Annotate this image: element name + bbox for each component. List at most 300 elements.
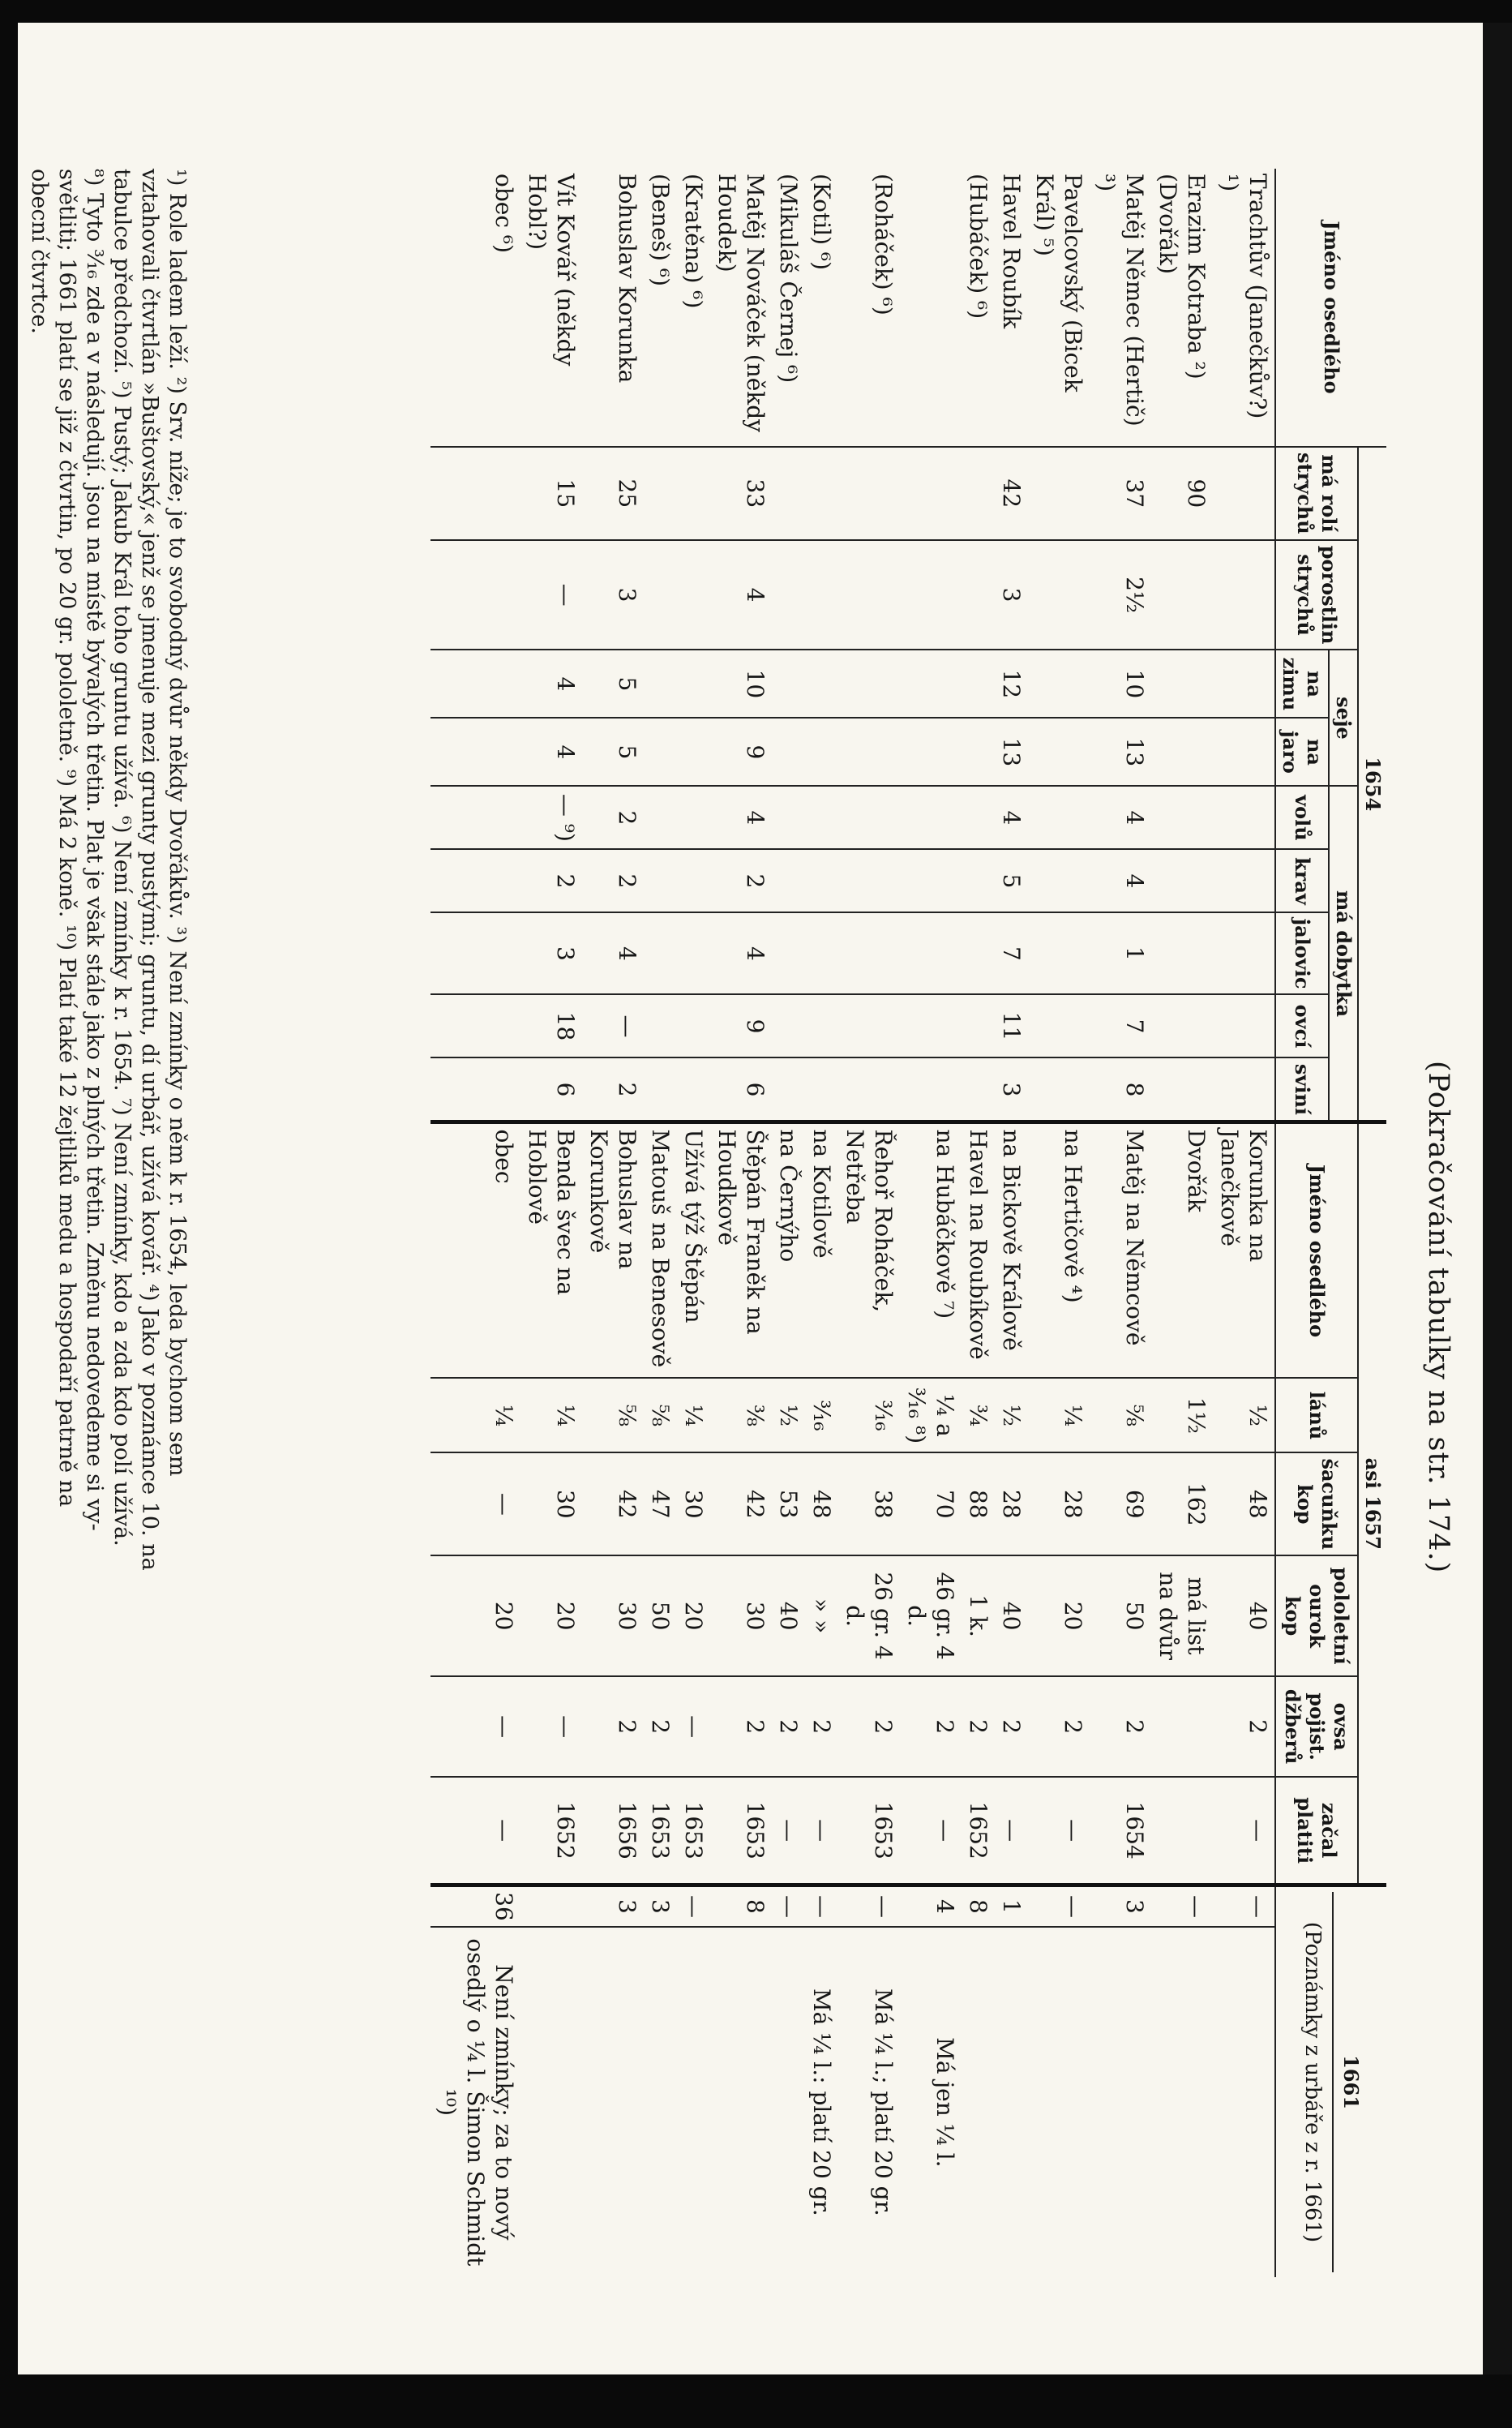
cell-roli bbox=[677, 447, 710, 540]
cell-volu: 4 bbox=[710, 786, 772, 849]
cell-na-zimu bbox=[644, 650, 677, 718]
cell-krav: 2 bbox=[710, 849, 772, 912]
cell-roli bbox=[1213, 447, 1275, 540]
cell-name bbox=[900, 169, 962, 447]
cell-na-zimu bbox=[900, 650, 962, 718]
cell-poznamky bbox=[582, 1927, 644, 2277]
cell-sacunku: 48 bbox=[1213, 1452, 1275, 1555]
footnote-line: vztahovali čtvrtlán »Buštovský,« jenž se jmenuje mezi grunty pustými; gruntu, dí urbář, užívá kovář. ⁴) Jako v poznámce 10. na bbox=[136, 169, 162, 1571]
cell-ovsa: 2 bbox=[772, 1676, 805, 1777]
cell-name-1657: na Hubáčkově ⁷) bbox=[900, 1122, 962, 1379]
cell-jalovic bbox=[1151, 912, 1213, 994]
cell-name: Matěj Nováček (někdy Houdek) bbox=[713, 174, 769, 432]
cell-svini bbox=[644, 1057, 677, 1122]
cell-jiter: 3 bbox=[1090, 1885, 1151, 1927]
table-row bbox=[962, 169, 995, 2277]
cell-ovsa: 2 bbox=[1028, 1676, 1090, 1777]
cell-ovsa: 2 bbox=[995, 1676, 1028, 1777]
cell-ovsa: 2 bbox=[644, 1676, 677, 1777]
table-row bbox=[677, 169, 710, 2277]
table-row bbox=[644, 169, 677, 2277]
cell-porostlin bbox=[805, 540, 838, 650]
cell-lanu: ¼ bbox=[1028, 1378, 1090, 1452]
cell-pololetni: 40 bbox=[995, 1555, 1028, 1676]
cell-jalovic bbox=[1028, 912, 1090, 994]
cell-porostlin bbox=[838, 540, 900, 650]
header-sacunku: šacuňku kop bbox=[1275, 1452, 1358, 1555]
cell-sacunku: — bbox=[430, 1452, 520, 1555]
cell-jiter: 8 bbox=[962, 1885, 995, 1927]
table-row bbox=[995, 169, 1028, 2277]
cell-svini bbox=[900, 1057, 962, 1122]
cell-krav bbox=[900, 849, 962, 912]
cell-roli bbox=[1028, 447, 1090, 540]
cell-jalovic bbox=[430, 912, 520, 994]
table-row bbox=[1090, 169, 1151, 2277]
cell-svini: 3 bbox=[995, 1057, 1028, 1122]
header-ma-roli: má rolí strychů bbox=[1275, 447, 1358, 540]
cell-poznamky bbox=[644, 1927, 677, 2277]
cell-svini bbox=[677, 1057, 710, 1122]
header-name-right: Jméno osedlého bbox=[1275, 1122, 1358, 1379]
cell-svini bbox=[1151, 1057, 1213, 1122]
cell-ovci bbox=[838, 994, 900, 1057]
cell-jiter: — bbox=[1151, 1885, 1213, 1927]
cell-volu bbox=[772, 786, 805, 849]
cell-volu bbox=[1028, 786, 1090, 849]
cell-na-jaro: 13 bbox=[1090, 718, 1151, 786]
cell-lanu: ½ bbox=[995, 1378, 1028, 1452]
cell-na-jaro bbox=[644, 718, 677, 786]
cell-sacunku: 53 bbox=[772, 1452, 805, 1555]
cell-jiter: 4 bbox=[900, 1885, 962, 1927]
cell-na-zimu bbox=[962, 650, 995, 718]
cell-poznamky bbox=[677, 1927, 710, 2277]
table-row bbox=[1151, 169, 1213, 2277]
cell-svini: 8 bbox=[1090, 1057, 1151, 1122]
cell-na-jaro bbox=[772, 718, 805, 786]
cell-ovci bbox=[1213, 994, 1275, 1057]
cell-pololetni: 30 bbox=[582, 1555, 644, 1676]
cell-name-1657: Dvořák bbox=[1151, 1122, 1213, 1379]
cell-jalovic bbox=[772, 912, 805, 994]
cell-jalovic bbox=[677, 912, 710, 994]
cell-jiter: — bbox=[772, 1885, 805, 1927]
cell-lanu: ½ bbox=[1213, 1378, 1275, 1452]
cell-krav bbox=[1151, 849, 1213, 912]
cell-volu bbox=[900, 786, 962, 849]
cell-roli: 33 bbox=[710, 447, 772, 540]
cell-sacunku: 48 bbox=[805, 1452, 838, 1555]
cell-na-jaro bbox=[1028, 718, 1090, 786]
cell-na-zimu bbox=[677, 650, 710, 718]
cell-poznamky: Má jen ¼ l. bbox=[900, 1927, 962, 2277]
table-row bbox=[772, 169, 805, 2277]
cell-poznamky bbox=[1090, 1927, 1151, 2277]
cell-ovci: 18 bbox=[520, 994, 582, 1057]
cell-name-1657: na Bickově Králově bbox=[995, 1122, 1028, 1379]
cell-roli: 42 bbox=[995, 447, 1028, 540]
cell-zacal: — bbox=[430, 1777, 520, 1885]
cell-na-jaro bbox=[805, 718, 838, 786]
cell-svini: 6 bbox=[520, 1057, 582, 1122]
scan-edge bbox=[1483, 23, 1512, 2374]
header-svini: sviní bbox=[1275, 1057, 1329, 1122]
cell-name-1657: Benda švec na Hoblově bbox=[520, 1122, 582, 1379]
header-year-1661 bbox=[1275, 1885, 1386, 2277]
cell-na-zimu: 12 bbox=[995, 650, 1028, 718]
cell-poznamky bbox=[995, 1927, 1028, 2277]
header-jalovic: jalovic bbox=[1275, 912, 1329, 994]
cell-ovsa bbox=[1151, 1676, 1213, 1777]
cell-roli bbox=[805, 447, 838, 540]
cell-name-1657: Matěj na Němcově bbox=[1090, 1122, 1151, 1379]
cell-volu: 4 bbox=[1090, 786, 1151, 849]
cell-jiter: 8 bbox=[710, 1885, 772, 1927]
cell-poznamky bbox=[1028, 1927, 1090, 2277]
cell-ovsa: 2 bbox=[900, 1676, 962, 1777]
cell-lanu: ³⁄₁₆ bbox=[838, 1378, 900, 1452]
cell-roli bbox=[430, 447, 520, 540]
continuation-caption: (Pokračování tabulky na str. 174.) bbox=[1422, 1061, 1454, 1574]
cell-name-1657: Bohuslav na Korunkově bbox=[582, 1122, 644, 1379]
cell-svini: 6 bbox=[710, 1057, 772, 1122]
cell-name-1657: Užívá týž Štěpán bbox=[677, 1122, 710, 1379]
cell-sacunku: 28 bbox=[995, 1452, 1028, 1555]
cell-jiter bbox=[520, 1885, 582, 1927]
cell-na-zimu: 4 bbox=[520, 650, 582, 718]
cell-roli bbox=[772, 447, 805, 540]
cell-porostlin bbox=[1028, 540, 1090, 650]
cell-name: (Kratěna) ⁶) bbox=[680, 174, 707, 309]
cell-ovsa: 2 bbox=[805, 1676, 838, 1777]
cell-poznamky bbox=[1213, 1927, 1275, 2277]
cell-name: Vít Kovář (někdy Hobl?) bbox=[524, 174, 579, 367]
cell-lanu: 1½ bbox=[1151, 1378, 1213, 1452]
cell-ovsa: 2 bbox=[1090, 1676, 1151, 1777]
cell-lanu: ¼ a ³⁄₁₆ ⁸) bbox=[900, 1378, 962, 1452]
cell-porostlin bbox=[1151, 540, 1213, 650]
cell-jiter: — bbox=[805, 1885, 838, 1927]
cell-name: obec ⁶) bbox=[490, 174, 517, 254]
cell-volu: — ⁹) bbox=[520, 786, 582, 849]
cell-ovsa: 2 bbox=[1213, 1676, 1275, 1777]
table-row bbox=[838, 169, 900, 2277]
cell-ovci: 11 bbox=[995, 994, 1028, 1057]
cell-ovci: 9 bbox=[710, 994, 772, 1057]
cell-svini bbox=[805, 1057, 838, 1122]
footnote-line: ¹) Role ladem leží. ²) Srv. níže; je to svobodný dvůr někdy Dvořákův. ³) Není zmínky o něm k r. 1654, leda bychom sem bbox=[165, 169, 190, 1477]
cell-na-jaro bbox=[838, 718, 900, 786]
cell-pololetni: 40 bbox=[1213, 1555, 1275, 1676]
cell-jiter: — bbox=[677, 1885, 710, 1927]
cell-name: Erazim Kotraba ²) (Dvořák) bbox=[1154, 174, 1210, 380]
cell-jiter: — bbox=[838, 1885, 900, 1927]
cell-porostlin bbox=[772, 540, 805, 650]
cell-porostlin: 4 bbox=[710, 540, 772, 650]
cell-porostlin bbox=[644, 540, 677, 650]
cell-name: (Hubáček) ⁶) bbox=[965, 174, 992, 320]
header-porostlin: porostlin strychů bbox=[1275, 540, 1358, 650]
rotated-page-content bbox=[18, 23, 1484, 2374]
cell-ovsa: 2 bbox=[710, 1676, 772, 1777]
cell-sacunku: 30 bbox=[520, 1452, 582, 1555]
cell-zacal: — bbox=[995, 1777, 1028, 1885]
cell-sacunku: 70 bbox=[900, 1452, 962, 1555]
cell-sacunku: 88 bbox=[962, 1452, 995, 1555]
footnotes bbox=[25, 169, 191, 2293]
cell-name-1657: na Hertičově ⁴) bbox=[1028, 1122, 1090, 1379]
header-na-zimu: na zimu bbox=[1275, 650, 1329, 718]
cell-roli: 37 bbox=[1090, 447, 1151, 540]
cell-na-jaro bbox=[1213, 718, 1275, 786]
cell-krav bbox=[805, 849, 838, 912]
cell-na-jaro: 4 bbox=[520, 718, 582, 786]
cell-pololetni: 50 bbox=[1090, 1555, 1151, 1676]
cell-porostlin: — bbox=[520, 540, 582, 650]
cell-na-zimu bbox=[772, 650, 805, 718]
cell-na-zimu bbox=[430, 650, 520, 718]
cell-svini bbox=[430, 1057, 520, 1122]
cell-lanu: ⅜ bbox=[710, 1378, 772, 1452]
cell-name-1657: na Černýho bbox=[772, 1122, 805, 1379]
cell-zacal: 1652 bbox=[520, 1777, 582, 1885]
cell-porostlin: 2½ bbox=[1090, 540, 1151, 650]
cell-roli bbox=[900, 447, 962, 540]
cell-lanu: ⅝ bbox=[1090, 1378, 1151, 1452]
header-seje: seje bbox=[1329, 650, 1358, 786]
cell-poznamky: Není zmínky; za to nový osedlý o ¼ l. Šimon Schmidt ¹⁰) bbox=[430, 1927, 520, 2277]
cell-ovsa: — bbox=[677, 1676, 710, 1777]
header-name-left: Jméno osedlého bbox=[1275, 169, 1386, 447]
cell-volu: 2 bbox=[582, 786, 644, 849]
cell-svini bbox=[962, 1057, 995, 1122]
table-body bbox=[430, 169, 1275, 2277]
cell-na-zimu bbox=[1151, 650, 1213, 718]
cell-volu bbox=[838, 786, 900, 849]
cell-na-zimu bbox=[1028, 650, 1090, 718]
cell-sacunku: 69 bbox=[1090, 1452, 1151, 1555]
cell-ovci: 7 bbox=[1090, 994, 1151, 1057]
cell-poznamky bbox=[1151, 1927, 1213, 2277]
cell-lanu: ³⁄₁₆ bbox=[805, 1378, 838, 1452]
header-ovci: ovcí bbox=[1275, 994, 1329, 1057]
cell-pololetni: 20 bbox=[520, 1555, 582, 1676]
cell-name-1657: Štěpán Franěk na Houdkově bbox=[710, 1122, 772, 1379]
cell-name-1657: Řehoř Roháček, Netřeba bbox=[838, 1122, 900, 1379]
table-row bbox=[900, 169, 962, 2277]
cell-na-jaro: 13 bbox=[995, 718, 1028, 786]
cell-krav: 2 bbox=[582, 849, 644, 912]
cell-jalovic bbox=[962, 912, 995, 994]
cell-krav bbox=[677, 849, 710, 912]
cell-na-jaro: 5 bbox=[582, 718, 644, 786]
cell-porostlin bbox=[900, 540, 962, 650]
cell-na-jaro bbox=[677, 718, 710, 786]
table-row bbox=[520, 169, 582, 2277]
table-row bbox=[1213, 169, 1275, 2277]
cell-ovsa: — bbox=[430, 1676, 520, 1777]
cell-ovci bbox=[1028, 994, 1090, 1057]
cell-name: Bohuslav Korunka bbox=[614, 174, 640, 384]
cell-pololetni: 50 bbox=[644, 1555, 677, 1676]
cell-lanu: ½ bbox=[772, 1378, 805, 1452]
cell-jiter: — bbox=[1028, 1885, 1090, 1927]
cell-svini bbox=[772, 1057, 805, 1122]
cell-roli bbox=[838, 447, 900, 540]
cell-zacal bbox=[1151, 1777, 1213, 1885]
cell-poznamky: Má ¼ l.: platí 20 gr. bbox=[805, 1927, 838, 2277]
cell-name-1657: na Kotilově bbox=[805, 1122, 838, 1379]
cell-poznamky bbox=[772, 1927, 805, 2277]
cell-zacal: — bbox=[1028, 1777, 1090, 1885]
cell-roli: 25 bbox=[582, 447, 644, 540]
cell-name: Havel Roubík bbox=[998, 174, 1025, 329]
cell-pololetni: 30 bbox=[710, 1555, 772, 1676]
cell-zacal: 1652 bbox=[962, 1777, 995, 1885]
cell-na-jaro bbox=[430, 718, 520, 786]
cell-volu: 4 bbox=[995, 786, 1028, 849]
cell-lanu: ¾ bbox=[962, 1378, 995, 1452]
table-row bbox=[1028, 169, 1090, 2277]
scanned-page bbox=[18, 23, 1484, 2374]
cell-krav: 5 bbox=[995, 849, 1028, 912]
cell-jalovic bbox=[900, 912, 962, 994]
cell-jalovic: 4 bbox=[582, 912, 644, 994]
cell-name-1657: Havel na Roubíkově bbox=[962, 1122, 995, 1379]
header-year-1654: 1654 bbox=[1358, 447, 1386, 1122]
cell-pololetni: » » bbox=[805, 1555, 838, 1676]
cell-ovci bbox=[430, 994, 520, 1057]
cell-jalovic bbox=[1213, 912, 1275, 994]
cell-zacal: — bbox=[772, 1777, 805, 1885]
footnote-line: tabulce předchozí. ⁵) Pustý; Jakub Král toho gruntu užívá. ⁶) Není zmínky k r. 1654. ⁷) Není zmínky, kdo a zda kdo polí užívá. bbox=[109, 169, 135, 1546]
cell-krav: 4 bbox=[1090, 849, 1151, 912]
cell-roli bbox=[962, 447, 995, 540]
cell-name: Pavelcovský (Bicek Král) ⁵) bbox=[1031, 174, 1086, 393]
header-ma-dobytka: má dobytka bbox=[1329, 786, 1358, 1122]
cell-jiter: 1 bbox=[995, 1885, 1028, 1927]
cell-zacal: 1653 bbox=[677, 1777, 710, 1885]
header-year-1657: asi 1657 bbox=[1358, 1122, 1386, 1885]
cell-poznamky bbox=[520, 1927, 582, 2277]
cell-jiter: 3 bbox=[644, 1885, 677, 1927]
cell-volu bbox=[677, 786, 710, 849]
cell-pololetni: 1 k. bbox=[962, 1555, 995, 1676]
cell-porostlin: 3 bbox=[582, 540, 644, 650]
table-row bbox=[582, 169, 644, 2277]
header-lanu: lánů bbox=[1275, 1378, 1358, 1452]
cell-lanu: ¼ bbox=[677, 1378, 710, 1452]
cell-jalovic: 3 bbox=[520, 912, 582, 994]
census-table bbox=[430, 169, 1386, 2277]
cell-pololetni: 46 gr. 4 d. bbox=[900, 1555, 962, 1676]
cell-zacal: 1653 bbox=[644, 1777, 677, 1885]
cell-name-1657: Matouš na Benesově bbox=[644, 1122, 677, 1379]
cell-jalovic: 4 bbox=[710, 912, 772, 994]
cell-jiter: — bbox=[1213, 1885, 1275, 1927]
cell-zacal: — bbox=[805, 1777, 838, 1885]
cell-porostlin bbox=[430, 540, 520, 650]
cell-volu bbox=[805, 786, 838, 849]
cell-na-zimu bbox=[838, 650, 900, 718]
cell-lanu: ¼ bbox=[430, 1378, 520, 1452]
cell-pololetni: 26 gr. 4 d. bbox=[838, 1555, 900, 1676]
cell-svini: 2 bbox=[582, 1057, 644, 1122]
cell-sacunku: 42 bbox=[710, 1452, 772, 1555]
cell-name: (Roháček) ⁶) bbox=[870, 174, 897, 315]
cell-na-zimu bbox=[805, 650, 838, 718]
cell-jalovic: 7 bbox=[995, 912, 1028, 994]
cell-pololetni: 20 bbox=[430, 1555, 520, 1676]
cell-porostlin bbox=[962, 540, 995, 650]
cell-zacal: 1656 bbox=[582, 1777, 644, 1885]
cell-krav bbox=[772, 849, 805, 912]
cell-name: (Mikuláš Černej ⁶) bbox=[775, 174, 802, 384]
header-zacal: začal platiti bbox=[1275, 1777, 1358, 1885]
cell-sacunku: 38 bbox=[838, 1452, 900, 1555]
cell-krav bbox=[644, 849, 677, 912]
cell-krav: 2 bbox=[520, 849, 582, 912]
table-row bbox=[805, 169, 838, 2277]
cell-na-jaro bbox=[962, 718, 995, 786]
cell-krav bbox=[1028, 849, 1090, 912]
cell-zacal: 1653 bbox=[838, 1777, 900, 1885]
header-ovsa: ovsa pojist. džberů bbox=[1275, 1676, 1358, 1777]
cell-svini bbox=[838, 1057, 900, 1122]
cell-zacal: — bbox=[1213, 1777, 1275, 1885]
header-volu: volů bbox=[1275, 786, 1329, 849]
cell-pololetni: 40 bbox=[772, 1555, 805, 1676]
cell-roli: 15 bbox=[520, 447, 582, 540]
table-row bbox=[430, 169, 520, 2277]
cell-svini bbox=[1028, 1057, 1090, 1122]
cell-volu bbox=[962, 786, 995, 849]
cell-lanu: ⅝ bbox=[644, 1378, 677, 1452]
cell-krav bbox=[430, 849, 520, 912]
cell-na-jaro bbox=[900, 718, 962, 786]
cell-jalovic bbox=[644, 912, 677, 994]
footnote-line: obecní čtvrtce. bbox=[26, 169, 52, 334]
cell-volu bbox=[430, 786, 520, 849]
cell-krav bbox=[1213, 849, 1275, 912]
header-na-jaro: na jaro bbox=[1275, 718, 1329, 786]
cell-svini bbox=[1213, 1057, 1275, 1122]
cell-lanu: ⅝ bbox=[582, 1378, 644, 1452]
cell-poznamky bbox=[710, 1927, 772, 2277]
cell-pololetni: 20 bbox=[677, 1555, 710, 1676]
cell-ovsa: 2 bbox=[962, 1676, 995, 1777]
table-row bbox=[710, 169, 772, 2277]
cell-krav bbox=[962, 849, 995, 912]
cell-krav bbox=[838, 849, 900, 912]
cell-porostlin bbox=[677, 540, 710, 650]
cell-ovci bbox=[962, 994, 995, 1057]
cell-ovci: — bbox=[582, 994, 644, 1057]
header-krav: krav bbox=[1275, 849, 1329, 912]
cell-ovci bbox=[644, 994, 677, 1057]
cell-name: Trachtův (Janečkův?) ¹) bbox=[1216, 174, 1271, 419]
cell-roli: 90 bbox=[1151, 447, 1213, 540]
cell-name: (Kotil) ⁶) bbox=[808, 174, 835, 271]
cell-jalovic bbox=[805, 912, 838, 994]
cell-zacal: 1653 bbox=[710, 1777, 772, 1885]
cell-ovci bbox=[900, 994, 962, 1057]
cell-name: Matěj Němec (Hertič) ³) bbox=[1093, 174, 1148, 427]
cell-sacunku: 28 bbox=[1028, 1452, 1090, 1555]
cell-poznamky: Má ¼ l.; platí 20 gr. bbox=[838, 1927, 900, 2277]
header-pololetni: pololetní ourok kop bbox=[1275, 1555, 1358, 1676]
